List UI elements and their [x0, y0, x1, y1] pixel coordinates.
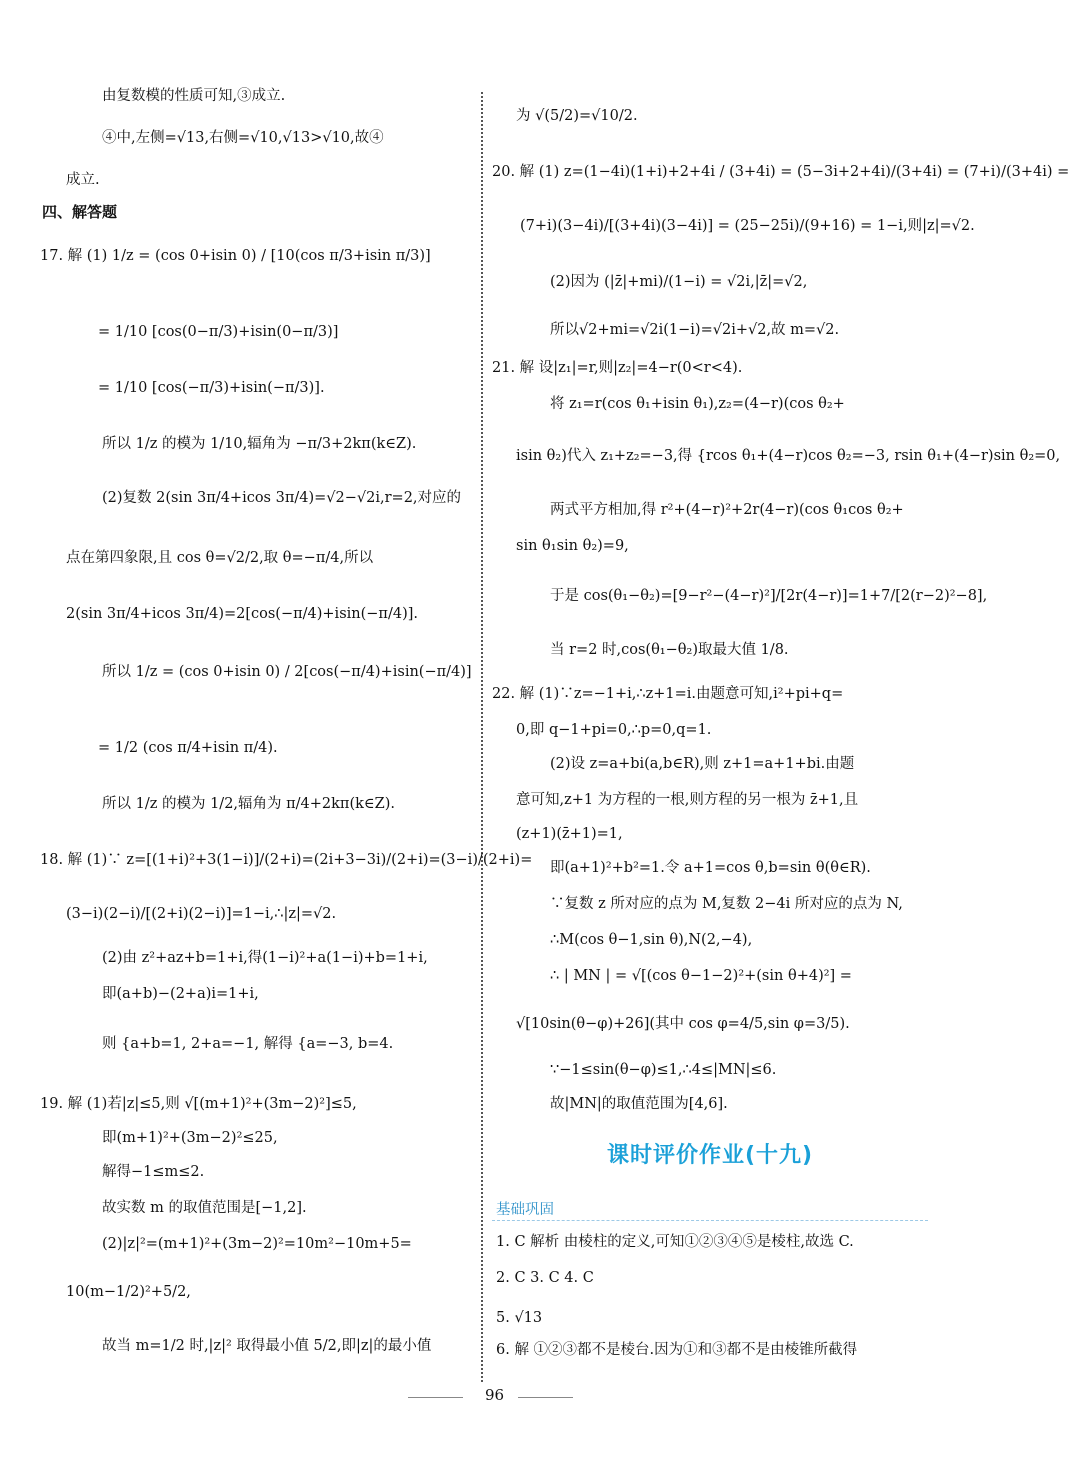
column-divider	[481, 92, 483, 1382]
solution-line: 即(m+1)²+(3m−2)²≤25,	[102, 1130, 278, 1146]
solution-line: 所以 1/z 的模为 1/10,辐角为 −π/3+2kπ(k∈Z).	[102, 436, 417, 452]
solution-line: 则 {a+b=1, 2+a=−1, 解得 {a=−3, b=4.	[102, 1036, 394, 1052]
solution-line: 成立.	[66, 172, 100, 188]
solution-line: 意可知,z+1 为方程的一根,则方程的另一根为 z̄+1,且	[516, 792, 859, 808]
solution-line: 所以 1/z = (cos 0+isin 0) / 2[cos(−π/4)+isin(−π/4)]	[102, 664, 472, 680]
solution-line: 所以√2+mi=√2i(1−i)=√2i+√2,故 m=√2.	[550, 322, 840, 338]
solution-line: 17. 解 (1) 1/z = (cos 0+isin 0) / [10(cos π/3+isin π/3)]	[40, 248, 431, 264]
solution-line: sin θ₁sin θ₂)=9,	[516, 538, 629, 554]
solution-line: 20. 解 (1) z=(1−4i)(1+i)+2+4i / (3+4i) = (5−3i+2+4i)/(3+4i) = (7+i)/(3+4i) =	[492, 164, 1069, 180]
solution-line: 故|MN|的取值范围为[4,6].	[550, 1096, 728, 1112]
solution-line: (2)因为 (|z̄|+mi)/(1−i) = √2i,|z̄|=√2,	[550, 274, 808, 290]
solution-line: 当 r=2 时,cos(θ₁−θ₂)取最大值 1/8.	[550, 642, 789, 658]
solution-line: (2)设 z=a+bi(a,b∈R),则 z+1=a+1+bi.由题	[550, 756, 855, 772]
solution-line: 21. 解 设|z₁|=r,则|z₂|=4−r(0<r<4).	[492, 360, 743, 376]
solution-line: 将 z₁=r(cos θ₁+isin θ₁),z₂=(4−r)(cos θ₂+	[550, 396, 845, 412]
solution-line: 6. 解 ①②③都不是棱台.因为①和③都不是由棱锥所截得	[496, 1342, 858, 1358]
solution-line: 5. √13	[496, 1310, 543, 1326]
solution-line: 10(m−1/2)²+5/2,	[66, 1284, 191, 1300]
footer-rule-right	[518, 1397, 573, 1398]
solution-line: 所以 1/z 的模为 1/2,辐角为 π/4+2kπ(k∈Z).	[102, 796, 395, 812]
solution-line: isin θ₂)代入 z₁+z₂=−3,得 {rcos θ₁+(4−r)cos θ₂=−3, rsin θ₁+(4−r)sin θ₂=0,	[516, 448, 1061, 464]
solution-line: (2)由 z²+az+b=1+i,得(1−i)²+a(1−i)+b=1+i,	[102, 950, 428, 966]
solution-line: ∴ | MN | = √[(cos θ−1−2)²+(sin θ+4)²] =	[550, 968, 852, 984]
solution-line: = 1/2 (cos π/4+isin π/4).	[98, 740, 278, 756]
solution-line: 即(a+b)−(2+a)i=1+i,	[102, 986, 259, 1002]
solution-line: 四、解答题	[42, 203, 118, 221]
solution-line: 19. 解 (1)若|z|≤5,则 √[(m+1)²+(3m−2)²]≤5,	[40, 1096, 357, 1112]
solution-line: √[10sin(θ−φ)+26](其中 cos φ=4/5,sin φ=3/5).	[516, 1016, 850, 1032]
solution-line: 2(sin 3π/4+icos 3π/4)=2[cos(−π/4)+isin(−π/4)].	[66, 606, 418, 622]
solution-line: 故实数 m 的取值范围是[−1,2].	[102, 1200, 307, 1216]
solution-line: (z+1)(z̄+1)=1,	[516, 826, 623, 842]
solution-line: (3−i)(2−i)/[(2+i)(2−i)]=1−i,∴|z|=√2.	[66, 906, 337, 922]
section-divider	[492, 1220, 928, 1221]
solution-line: 0,即 q−1+pi=0,∴p=0,q=1.	[516, 722, 712, 738]
solution-line: 两式平方相加,得 r²+(4−r)²+2r(4−r)(cos θ₁cos θ₂+	[550, 502, 904, 518]
assignment-title: 课时评价作业(十九)	[606, 1143, 814, 1168]
solution-line: ∵复数 z 所对应的点为 M,复数 2−4i 所对应的点为 N,	[550, 896, 903, 912]
solution-line: 解得−1≤m≤2.	[102, 1164, 205, 1180]
solution-line: (7+i)(3−4i)/[(3+4i)(3−4i)] = (25−25i)/(9+16) = 1−i,则|z|=√2.	[520, 218, 975, 234]
solution-line: 22. 解 (1)∵z=−1+i,∴z+1=i.由题意可知,i²+pi+q=	[492, 686, 844, 702]
solution-line: (2)复数 2(sin 3π/4+icos 3π/4)=√2−√2i,r=2,对应的	[102, 490, 462, 506]
solution-line: ∴M(cos θ−1,sin θ),N(2,−4),	[550, 932, 753, 948]
solution-line: 1. C 解析 由棱柱的定义,可知①②③④⑤是棱柱,故选 C.	[496, 1234, 854, 1250]
page-number: 96	[484, 1386, 505, 1404]
solution-line: ∵−1≤sin(θ−φ)≤1,∴4≤|MN|≤6.	[550, 1062, 777, 1078]
solution-line: 为 √(5/2)=√10/2.	[516, 108, 638, 124]
section-label: 基础巩固	[496, 1202, 554, 1218]
solution-line: = 1/10 [cos(0−π/3)+isin(0−π/3)]	[98, 324, 339, 340]
solution-line: 故当 m=1/2 时,|z|² 取得最小值 5/2,即|z|的最小值	[102, 1338, 432, 1354]
solution-line: 即(a+1)²+b²=1.令 a+1=cos θ,b=sin θ(θ∈R).	[550, 860, 871, 876]
solution-line: 18. 解 (1)∵ z=[(1+i)²+3(1−i)]/(2+i)=(2i+3−3i)/(2+i)=(3−i)/(2+i)=	[40, 852, 533, 868]
solution-line: = 1/10 [cos(−π/3)+isin(−π/3)].	[98, 380, 325, 396]
solution-line: 点在第四象限,且 cos θ=√2/2,取 θ=−π/4,所以	[66, 550, 374, 566]
solution-line: ④中,左侧=√13,右侧=√10,√13>√10,故④	[102, 130, 384, 146]
solution-line: 于是 cos(θ₁−θ₂)=[9−r²−(4−r)²]/[2r(4−r)]=1+7/[2(r−2)²−8],	[550, 588, 988, 604]
solution-line: (2)|z|²=(m+1)²+(3m−2)²=10m²−10m+5=	[102, 1236, 412, 1252]
solution-line: 由复数模的性质可知,③成立.	[102, 88, 286, 104]
solution-line: 2. C 3. C 4. C	[496, 1270, 594, 1286]
